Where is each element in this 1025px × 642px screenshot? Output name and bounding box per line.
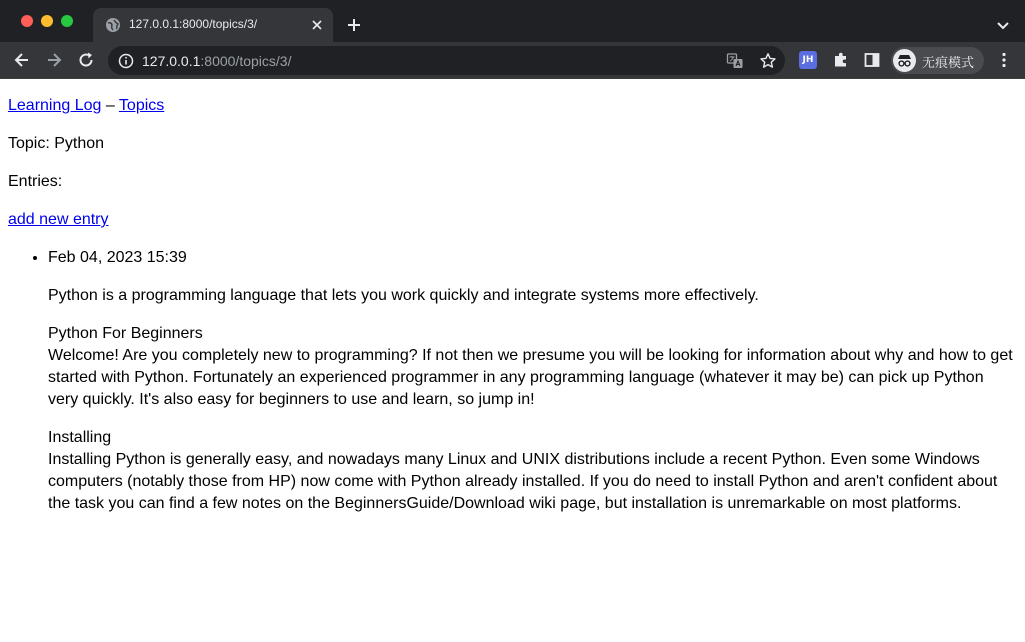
entry-text: Welcome! Are you completely new to programming? If not then we presume you will be looking for information about why and how to get started with Python. Fortunately an experienced programmer in any programming language (whatever it may be) can pick up Python very quickly. It's also easy for beginners to use and learn, so jump in! [48,347,1013,408]
entries-label: Entries: [8,173,63,190]
tab-title: 127.0.0.1:8000/topics/3/ [129,17,258,31]
more-menu-icon[interactable] [994,50,1014,70]
forward-arrow-icon[interactable] [44,50,64,70]
address-bar[interactable] [108,46,785,75]
entry-text: Python is a programming language that lets you work quickly and integrate systems more effectively. [48,287,759,304]
entry-subheading: Python For Beginners [48,325,203,342]
url-host: 127.0.0.1 [142,53,201,69]
info-icon[interactable] [118,53,134,69]
entry-date: • Feb 04, 2023 15:39 [48,249,187,266]
incognito-label: 无痕模式 [922,55,975,70]
translate-icon[interactable] [726,52,744,70]
browser-chrome [0,0,1025,79]
nav-separator: – [101,97,119,114]
back-arrow-icon[interactable] [12,50,32,70]
learning-log-home-link[interactable]: Learning Log [8,97,102,114]
topic-heading: Topic: Python [8,135,105,152]
entries-list [8,247,1017,515]
reload-icon[interactable] [76,50,96,70]
url-text[interactable] [142,53,291,69]
minimize-window-button[interactable] [41,15,53,27]
entry-paragraph [48,323,1017,411]
page-content [8,79,1017,531]
url-path: :8000/topics/3/ [200,53,292,69]
close-tab-icon[interactable] [309,17,325,33]
new-tab-icon[interactable] [344,15,364,35]
globe-icon [105,17,121,33]
browser-tab[interactable] [93,8,333,42]
entry-subheading: Installing [48,429,112,446]
browser-toolbar [0,42,1025,79]
add-new-entry-link[interactable]: add new entry [8,211,109,228]
incognito-icon [893,49,916,72]
entry-paragraph [48,285,1017,307]
entry-text: Installing Python is generally easy, and nowadays many Linux and UNIX distributions include a recent Python. Even some Windows computers (notably those from HP) now come with Python already installed. If you do need to install Python and aren't confident about the task you can find a few notes on the BeginnersGuide/Download wiki page, but installation is unremarkable on most platforms. [48,451,998,512]
topics-link[interactable]: Topics [118,97,165,114]
list-item [48,247,1017,515]
extensions-puzzle-icon[interactable] [831,50,851,70]
site-nav [8,95,1017,117]
maximize-window-button[interactable] [61,15,73,27]
bookmark-star-icon[interactable] [759,52,777,70]
incognito-badge[interactable] [891,47,984,74]
tab-strip [0,0,1025,42]
close-window-button[interactable] [21,15,33,27]
chevron-down-icon[interactable] [993,15,1013,35]
entry-paragraph [48,427,1017,515]
jh-extension-icon[interactable]: JH [799,51,817,69]
add-entry-container [8,209,1017,231]
side-panel-icon[interactable] [862,50,882,70]
